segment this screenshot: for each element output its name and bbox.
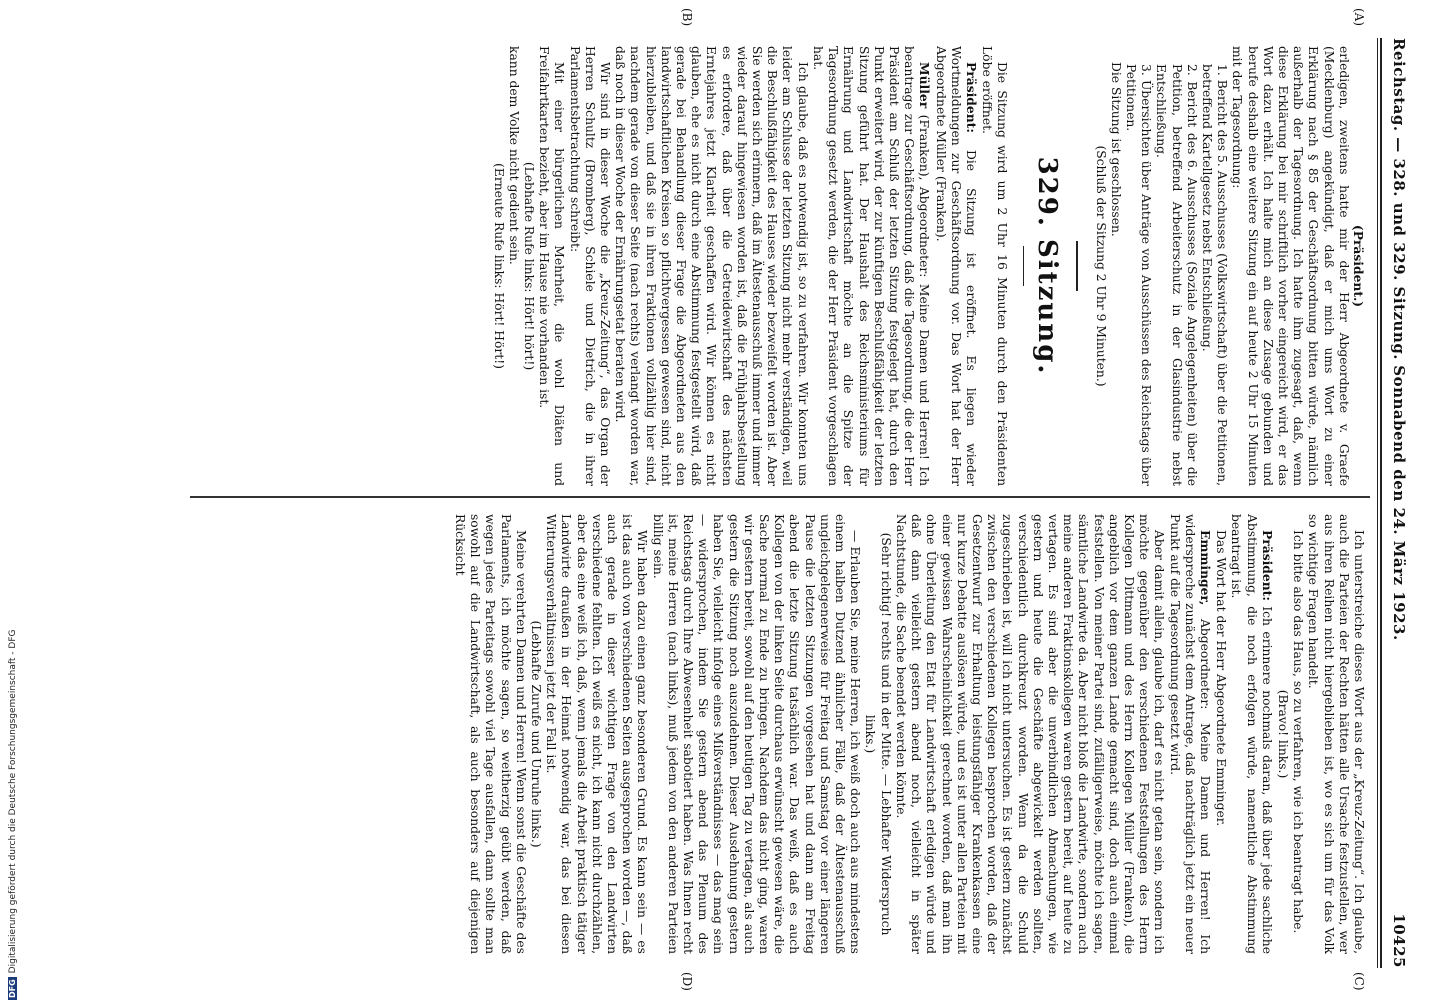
body-paragraph: Das Wort hat der Herr Abgeordnete Emminger. bbox=[1214, 530, 1229, 827]
speaker-label: Präsident: bbox=[1259, 530, 1275, 601]
margin-marker-c: (C) bbox=[1352, 972, 1366, 991]
agenda-item: 2. Bericht des 6. Ausschusses (Soziale Angelegenheiten) über die Petition, betreffend Arbeiterschutz in der Glasindustrie nebst Entschließung. bbox=[1154, 64, 1199, 486]
speech-text: Die Sitzung ist eröffnet. Es liegen wieder Wortmeldungen zur Geschäftsordnung vor. Das Wort hat der Herr Abgeordnete Müller (Franken). bbox=[933, 46, 978, 486]
president-paragraph bbox=[1228, 514, 1275, 954]
speaker-label: Emminger, bbox=[1197, 530, 1213, 606]
digitization-credit bbox=[8, 0, 20, 1000]
margin-marker-d: (D) bbox=[680, 972, 694, 991]
right-column bbox=[136, 514, 1366, 954]
column-divider bbox=[190, 496, 1370, 498]
body-paragraph: — Erlauben Sie, meine Herren, ich weiß doch auch aus mindestens einem halben Dutzend ähnlicher Fälle, daß der Ältestenausschuß ungleichgelegenerweise für Freitag und Samstag vor einer längeren Pause die letzten Sitzungen vorgesehen hat und dann am Freitag abend die letzte Sitzung tatsächlich war. Das weiß, daß es auch Kollegen von der linken Seite durchaus erwünscht gewesen wäre, die Sache normal zu Ende zu bringen. Nachdem das nicht ging, waren wir gestern bereit, sowohl auf den heutigen Tag zu vertagen, als auch gestern die Sitzung noch auszudehnen. Dieser Ausdehnung gestern haben Sie, vielleicht infolge eines Mißverständnisses — das mag sein — widersprochen, indem Sie gestern abend das Plenum des Reichstags durch Ihre Abwesenheit sabotiert haben. Was Ihnen recht ist, meine Herren (nach links), muß jedem von den anderen Parteien billig sein. bbox=[650, 514, 863, 954]
margin-marker-a: (A) bbox=[1352, 8, 1366, 27]
header-rule-thin bbox=[1377, 38, 1378, 968]
intro-paragraph: erledigen, zweitens hatte mir der Herr Abgeordnete v. Graefe (Mecklenburg) angekündigt, daß er mich ums Wort zu einer Erklärung nach § 85 der Geschäftsordnung bitten würde, nämlich außerhalb der Tagesordnung. Ich hatte ihm zugesagt, daß, wenn diese Erklärung bei mir schriftlich vorher eingereicht wird, er das Wort dazu erhält. Ich halte mich an diese Zusage gebunden und berufe deshalb eine weitere Sitzung ein auf heute 2 Uhr 15 Minuten mit der Tagesordnung: bbox=[1230, 46, 1351, 486]
interjection-note: (Sehr richtig! rechts und in der Mitte. — Lebhafter Widerspruch links.) bbox=[863, 532, 893, 936]
header-title: Reichstag. — 328. und 329. Sitzung. bbox=[1390, 38, 1408, 361]
agenda-list bbox=[1123, 46, 1229, 486]
left-column bbox=[136, 46, 1366, 486]
dfg-logo-icon: DFG bbox=[8, 979, 17, 998]
session-title: 329. Sitzung. bbox=[1032, 156, 1063, 376]
interjection-note: (Lebhafte Zurufe und Unruhe links.) bbox=[529, 620, 544, 848]
title-underline bbox=[1023, 246, 1024, 286]
speaker-label: Müller bbox=[917, 62, 933, 109]
body-paragraph: Ich glaube, daß es notwendig ist, so zu verfahren. Wir konnten uns leider am Schlusse der letzten Sitzung nicht mehr verständigen, weil die Beschlußfähigkeit des Hauses wieder bezweifelt worden ist. Aber Sie werden sich erinnern, daß im Ältestenausschuß immer und immer wieder darauf hingewiesen worden ist, daß die Frühjahrsbestellung es erfordere, daß über die Getreidewirtschaft des nächsten Erntejahres jetzt Klarheit geschaffen wird. Wir können es nicht glauben, ehe es nicht durch eine Abstimmung festgestellt wird, daß gerade bei Behandlung dieser Frage die Abgeordneten aus den landwirtschaftlichen Kreisen so pflichtvergessen gewesen sind, nicht hierzubleiben, und daß sie in ihren Fraktionen vollzählig hier sind, nachdem gerade von dieser Seite (nach rechts) verlangt worden war, daß noch in dieser Woche der Ernährungsetat beraten wird. bbox=[613, 46, 810, 486]
agenda-item: 3. Übersichten über Anträge von Ausschüssen des Reichstags über Petitionen. bbox=[1123, 64, 1154, 486]
speaker-continued: (Präsident.) bbox=[1351, 224, 1366, 308]
closing-note: (Schluß der Sitzung 2 Uhr 9 Minuten.) bbox=[1093, 145, 1108, 387]
interjection-note: (Bravo! links.) bbox=[1275, 689, 1290, 779]
credit-text: Digitalisierung gefördert durch die Deutsche Forschungsgemeinschaft - DFG bbox=[8, 629, 18, 974]
body-paragraph: Ich unterstreiche dieses Wort aus der „Kreuz-Zeitung“. Ich glaube, auch die Parteien der Rechten hätten alle Ursache festzustellen, wer aus ihren Reihen nicht hiergeblieben ist, wo es sich um für das Volk so wichtige Fragen handelt. bbox=[1306, 514, 1366, 954]
interjection-note: (Lebhafte Rufe links: Hört! hört!) bbox=[522, 161, 537, 371]
agenda-item: 1. Bericht des 5. Ausschusses (Volkswirtschaft) über die Petitionen, betreffend Kartellgesetz nebst Entschließung. bbox=[1199, 64, 1230, 486]
header-date: Sonnabend den 24. März 1923. bbox=[1390, 365, 1408, 641]
quote-paragraph: Mit einer bürgerlichen Mehrheit, die wohl Diäten und Freifahrtkarten bezieht, aber im Hause nie vorhanden ist. bbox=[537, 46, 567, 486]
rotated-document bbox=[50, 8, 1410, 991]
president-paragraph bbox=[932, 46, 979, 486]
body-paragraph: Aber damit allein, glaube ich, darf es nicht getan sein, sondern ich möchte gegenüber den verschiedenen Feststellungen des Herrn Kollegen Dittmann und des Herrn Kollegen Müller (Franken), die angeblich vor dem ganzen Lande gemacht sind, doch auch einmal feststellen. Von meiner Partei sind, zufälligerweise, möchte ich sagen, sämtliche Landwirte da. Aber nicht bloß die Landwirte, sondern auch meine anderen Fraktionskollegen waren gestern bereit, auf heute zu vertagen. Es sind aber die unverbindlichen Abmachungen, wie gestern und heute die Geschäfte abgewickelt werden sollten, verschiedentlich durchkreuzt worden. Wenn da die Schuld zugeschrieben ist, will ich nicht untersuchen. Es ist gestern zunächst zwischen den verschiedenen Kollegen besprochen worden, daß der Gesetzentwurf zur Erhaltung leistungsfähiger Krankenkassen eine nur kurze Debatte auslösen würde, und es ist unter allen Parteien mit einer gewissen Wahrscheinlichkeit gerechnet worden, daß man ihn ohne Überleitung den Etat für Landwirtschaft erledigen würde und daß dann vielleicht gestern abend noch, vielleicht in später Nachtstunde, die Sache beendet werden könnte. bbox=[893, 514, 1167, 954]
body-paragraph: Ich bitte also das Haus, so zu verfahren, wie ich beantragt habe. bbox=[1291, 530, 1306, 934]
page-number: 10425 bbox=[1390, 913, 1408, 968]
speaker-label: Präsident: bbox=[963, 62, 979, 133]
body-paragraph: Wir sind in dieser Woche die „Kreuz-Zeitung“, das Organ der Herren Schultz (Bromberg), Schiele und Dietrich, die in ihrer Parlamentsbetrachtung schreibt: bbox=[567, 46, 613, 486]
section-divider bbox=[1076, 241, 1078, 291]
speech-text: (Franken), Abgeordneter: Meine Damen und Herren! Ich beantrage zur Geschäftsordnung, daß die Tagesordnung, die der Herr Präsident am Schluß der letzten Sitzung festgelegt hat, durch den Punkt erweitert wird, der zur künftigen Beschlußfähigkeit der letzten Sitzung geführt hat. Der Haushalt des Reichsministeriums für Ernährung und Landwirtschaft möchte an die Spitze der Tagesordnung gesetzt werden, die der Herr Präsident vorgeschlagen hat. bbox=[810, 46, 932, 486]
mueller-paragraph bbox=[810, 46, 933, 486]
header-rule bbox=[1380, 38, 1382, 968]
body-paragraph: Meine verehrten Damen und Herren! Wenn sonst die Geschäfte des Parlaments, ich möchte sagen, so weitherzig geübt werden, daß wegen jedes Parteitags sowohl viel Tage ausfallen, dann sollte man sowohl auf die Landwirtschaft, als auch besonders auf diejenigen Rücksicht bbox=[453, 514, 528, 954]
margin-marker-b: (B) bbox=[680, 8, 694, 27]
speech-text: Ich erinnere nochmals daran, daß über jede sachliche Abstimmung, die noch erfolgen würde, namentliche Abstimmung beantragt ist. bbox=[1229, 514, 1274, 954]
interjection-note: (Erneute Rufe links: Hört! Hört!) bbox=[491, 163, 506, 369]
closing-sentence: Die Sitzung ist geschlossen. bbox=[1108, 62, 1123, 237]
emminger-paragraph bbox=[1166, 514, 1213, 954]
speech-text: Abgeordneter: Meine Damen und Herren! Ich widerspreche zunächst dem Antrage, daß nachträglich jetzt ein neuer Punkt auf die Tagesordnung gesetzt wird. bbox=[1167, 514, 1212, 954]
quote-paragraph: kann dem Volke nicht gedient sein. bbox=[506, 46, 521, 265]
page-header bbox=[1384, 38, 1410, 968]
opening-paragraph: Die Sitzung wird um 2 Uhr 16 Minuten durch den Präsidenten Löbe eröffnet. bbox=[980, 46, 1010, 486]
body-paragraph: Wir haben dazu einen ganz besonderen Grund. Es kann sein — es ist das auch von verschiedenen Seiten ausgesprochen worden —, daß auch gerade in dieser wichtigen Frage von den Landwirten verschiedene fehlten. Ich weiß es nicht, ich kann nicht durchzählen, aber das eine weiß ich, daß, wenn jemals die Arbeit praktisch tätiger Landwirte draußen in der Heimat notwendig war, das bei diesen Witterungsverhältnissen jetzt der Fall ist. bbox=[544, 514, 650, 954]
